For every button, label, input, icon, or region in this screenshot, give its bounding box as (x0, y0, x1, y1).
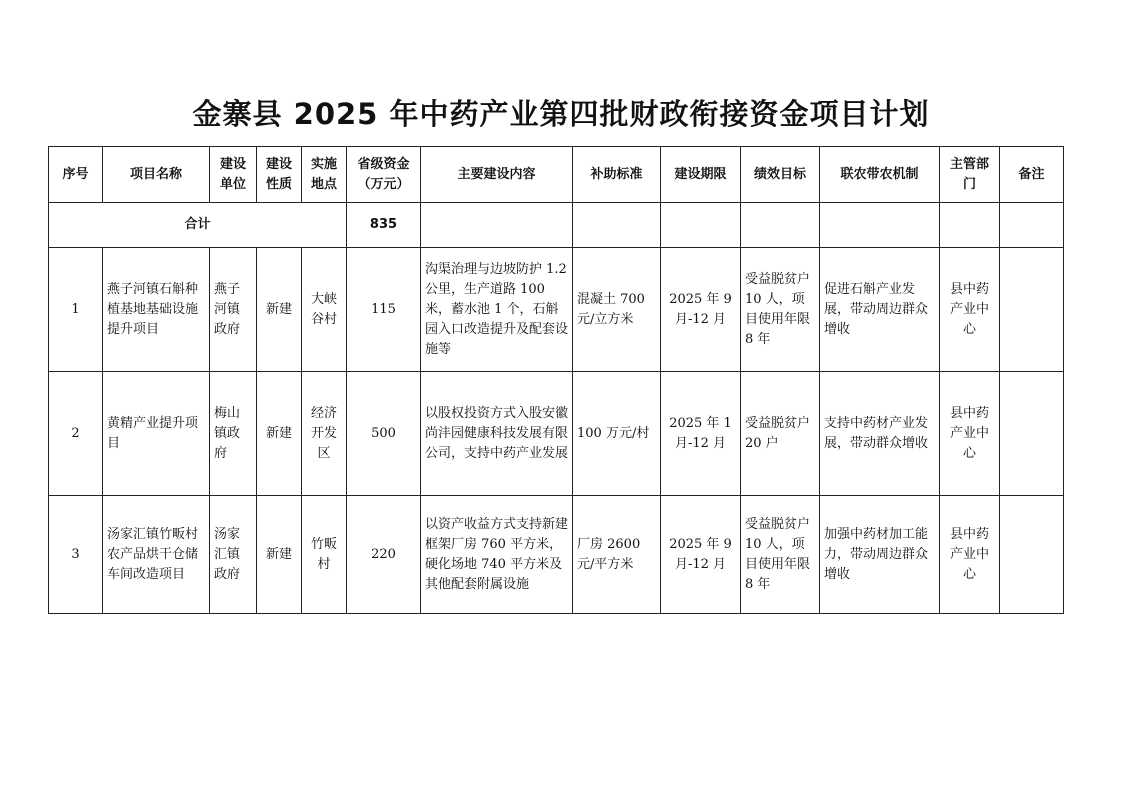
subsidy-standard: 100 万元/村 (573, 372, 661, 496)
competent-dept: 县中药产业中心 (940, 248, 1000, 372)
header-cell: 建设单位 (210, 147, 257, 203)
farmer-mechanism: 支持中药材产业发展，带动群众增收 (820, 372, 940, 496)
construction-period: 2025 年 1 月-12 月 (661, 372, 741, 496)
header-cell: 序号 (49, 147, 103, 203)
main-content: 以资产收益方式支持新建框架厂房 760 平方米，硬化场地 740 平方米及其他配套附属设施 (421, 496, 573, 614)
project-plan-table (48, 146, 1064, 614)
document-title: 金寨县 2025 年中药产业第四批财政衔接资金项目计划 (192, 97, 930, 131)
header-cell: 实施地点 (302, 147, 347, 203)
empty-cell (421, 203, 573, 248)
empty-cell (820, 203, 940, 248)
project-name: 汤家汇镇竹畈村农产品烘干仓储车间改造项目 (103, 496, 210, 614)
performance-target: 受益脱贫户 10 人，项目使用年限 8 年 (741, 496, 820, 614)
header-cell: 项目名称 (103, 147, 210, 203)
farmer-mechanism: 加强中药材加工能力，带动周边群众增收 (820, 496, 940, 614)
construction-nature: 新建 (257, 372, 302, 496)
competent-dept: 县中药产业中心 (940, 496, 1000, 614)
header-cell: 建设性质 (257, 147, 302, 203)
project-name: 燕子河镇石斛种植基地基础设施提升项目 (103, 248, 210, 372)
construction-unit: 梅山镇政府 (210, 372, 257, 496)
performance-target: 受益脱贫户 20 户 (741, 372, 820, 496)
table-header-row (49, 147, 1064, 203)
empty-cell (741, 203, 820, 248)
header-cell: 补助标准 (573, 147, 661, 203)
project-name: 黄精产业提升项目 (103, 372, 210, 496)
subsidy-standard: 厂房 2600 元/平方米 (573, 496, 661, 614)
subsidy-standard: 混凝土 700 元/立方米 (573, 248, 661, 372)
row-no: 3 (49, 496, 103, 614)
main-content: 以股权投资方式入股安徽尚沣园健康科技发展有限公司，支持中药产业发展 (421, 372, 573, 496)
provincial-funds: 220 (347, 496, 421, 614)
empty-cell (573, 203, 661, 248)
empty-cell (661, 203, 741, 248)
total-amount: 835 (347, 203, 421, 248)
performance-target: 受益脱贫户 10 人，项目使用年限 8 年 (741, 248, 820, 372)
remark (1000, 372, 1064, 496)
header-cell: 联农带农机制 (820, 147, 940, 203)
table-row (49, 248, 1064, 372)
remark (1000, 496, 1064, 614)
construction-unit: 汤家汇镇政府 (210, 496, 257, 614)
table-row (49, 372, 1064, 496)
construction-nature: 新建 (257, 496, 302, 614)
location: 大峡谷村 (302, 248, 347, 372)
construction-period: 2025 年 9 月-12 月 (661, 248, 741, 372)
empty-cell (1000, 203, 1064, 248)
header-cell: 备注 (1000, 147, 1064, 203)
main-content: 沟渠治理与边坡防护 1.2 公里，生产道路 100 米，蓄水池 1 个，石斛园入口改造提升及配套设施等 (421, 248, 573, 372)
provincial-funds: 115 (347, 248, 421, 372)
header-cell: 建设期限 (661, 147, 741, 203)
construction-nature: 新建 (257, 248, 302, 372)
competent-dept: 县中药产业中心 (940, 372, 1000, 496)
header-cell: 主管部门 (940, 147, 1000, 203)
header-cell: 省级资金（万元） (347, 147, 421, 203)
construction-period: 2025 年 9 月-12 月 (661, 496, 741, 614)
farmer-mechanism: 促进石斛产业发展，带动周边群众增收 (820, 248, 940, 372)
construction-unit: 燕子河镇政府 (210, 248, 257, 372)
header-cell: 主要建设内容 (421, 147, 573, 203)
location: 经济开发区 (302, 372, 347, 496)
row-no: 2 (49, 372, 103, 496)
empty-cell (940, 203, 1000, 248)
header-cell: 绩效目标 (741, 147, 820, 203)
row-no: 1 (49, 248, 103, 372)
provincial-funds: 500 (347, 372, 421, 496)
total-label: 合计 (49, 203, 347, 248)
location: 竹畈村 (302, 496, 347, 614)
remark (1000, 248, 1064, 372)
total-row (49, 203, 1064, 248)
table-row (49, 496, 1064, 614)
